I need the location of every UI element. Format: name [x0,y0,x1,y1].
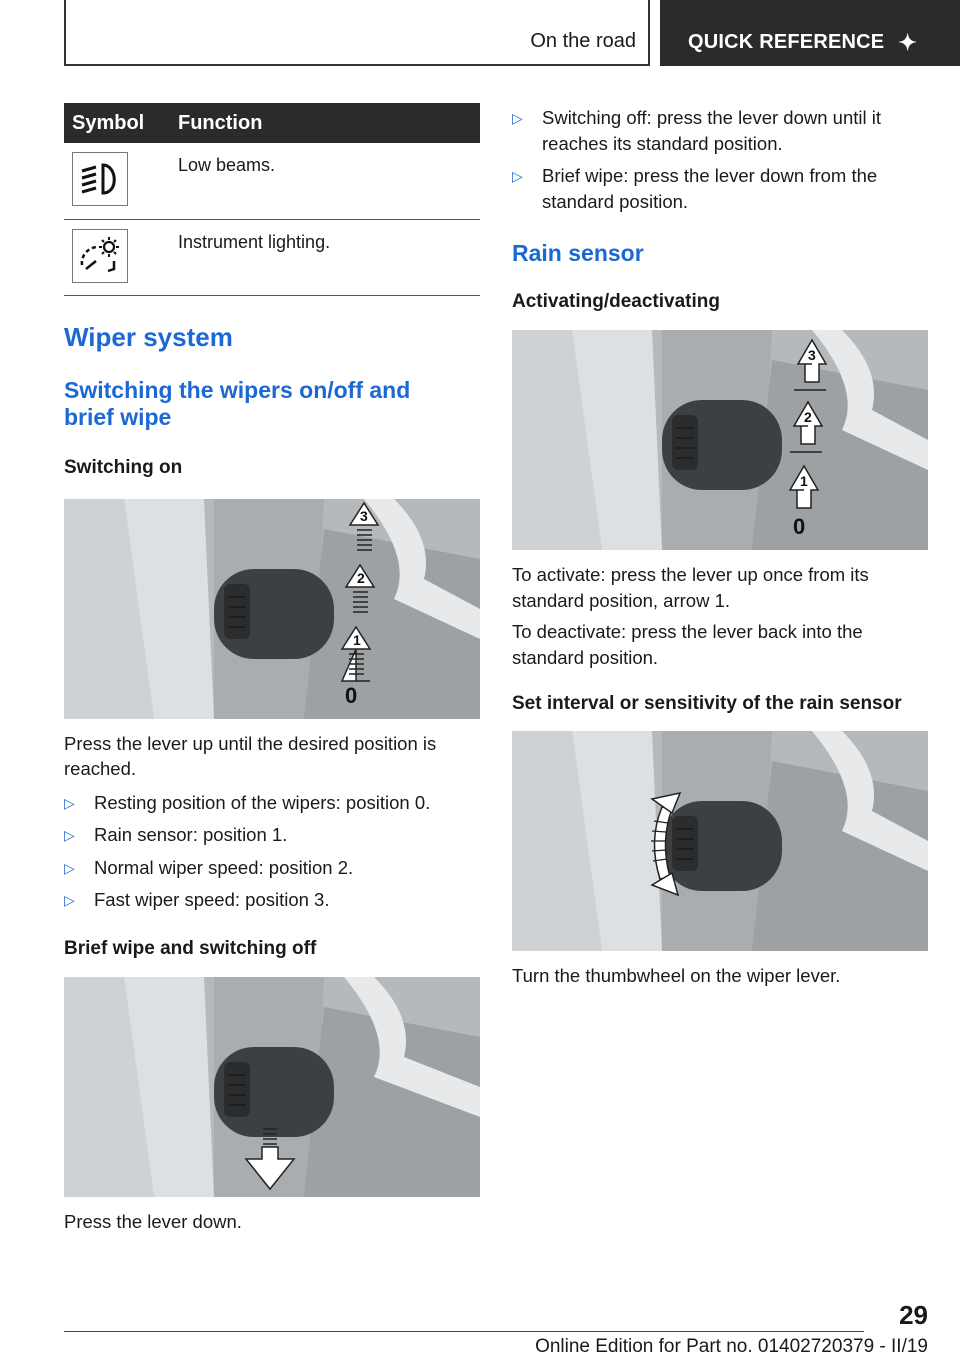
list-item: ▷ Rain sensor: position 1. [64,822,480,848]
position-label: 1 [353,631,361,648]
position-label: 2 [804,409,812,426]
table-row [64,219,480,295]
switching-on-heading: Switching on [64,456,183,478]
brief-wipe-caption: Press the lever down. [64,1211,242,1233]
interval-heading: Set interval or sensitivity of the rain sensor [512,693,902,715]
function-header: Function [172,103,480,143]
rain-sensor-title: Rain sensor [512,240,644,267]
right-column [512,103,928,989]
row-function: Instrument lighting. [172,219,480,295]
page-number: 29 [899,1300,928,1330]
list-item: ▷ Fast wiper speed: position 3. [64,887,480,913]
position-label: 3 [808,347,816,364]
row-function: Low beams. [172,143,480,219]
switching-on-text: Press the lever up until the desired position is reached. [64,732,437,780]
position-label: 3 [360,507,368,524]
footer-divider [64,1331,864,1332]
instrument-lighting-icon [72,229,128,283]
wiper-positions-list [64,790,480,913]
list-item: ▷ Resting position of the wipers: position 0. [64,790,480,816]
quick-reference-label: QUICK REFERENCE [688,31,885,53]
rain-sensor-figure [512,330,928,550]
thumbwheel-caption: Turn the thumbwheel on the wiper lever. [512,965,841,987]
activating-heading: Activating/deactivating [512,290,720,312]
brief-wipe-list [512,105,928,214]
thumbwheel-figure [512,731,928,951]
sparkle-icon: ✦ [898,30,917,55]
left-column [64,103,480,1235]
list-item: ▷ Switching off: press the lever down until it reaches its standard position. [512,105,928,156]
symbol-table [64,103,480,296]
header-left-frame [64,0,650,66]
list-item: ▷ Brief wipe: press the lever down from the standard position. [512,163,928,214]
footer-edition: Online Edition for Part no. 01402720379 - II/19 [535,1336,928,1357]
list-item: ▷ Normal wiper speed: position 2. [64,855,480,881]
wiper-system-title: Wiper system [64,321,233,352]
activate-text: To activate: press the lever up once from its standard position, arrow 1. [512,564,869,611]
table-row [64,143,480,219]
position-label: 0 [345,682,358,708]
brief-wipe-heading: Brief wipe and switching off [64,937,317,959]
wiper-subtitle: Switching the wipers on/off and brief wipe [64,376,411,431]
quick-reference-tab[interactable] [660,0,960,66]
position-label: 1 [800,473,808,490]
low-beam-icon [72,152,128,206]
position-label: 0 [793,514,806,540]
position-label: 2 [357,569,365,586]
deactivate-text: To deactivate: press the lever back into the standard position. [512,621,863,668]
symbol-header: Symbol [64,103,172,143]
wiper-down-figure [64,977,480,1197]
wiper-up-figure [64,499,480,719]
section-title: On the road [530,30,636,52]
